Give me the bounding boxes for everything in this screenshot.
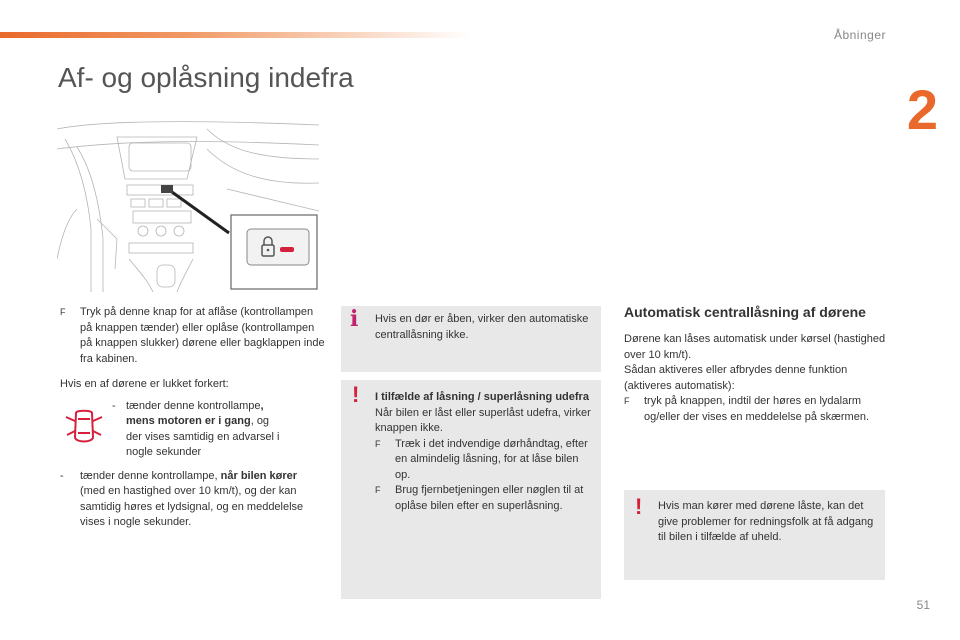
bullet-glyph: F bbox=[375, 485, 381, 495]
bullet-glyph: F bbox=[60, 307, 66, 317]
header-accent-bar bbox=[0, 32, 470, 38]
case-engine-running bbox=[60, 399, 325, 461]
case2-text-start: tænder denne kontrollampe, bbox=[80, 469, 221, 482]
door-not-closed-intro: Hvis en af dørene er lukket forkert: bbox=[60, 378, 229, 390]
warning-bullet-1: F Træk i det indvendige dørhåndtag, efter en almindelig låsning, for at låse bilen op. bbox=[375, 437, 591, 484]
bullet-glyph: F bbox=[624, 396, 630, 406]
case-car-driving bbox=[60, 469, 325, 531]
right-column bbox=[624, 304, 889, 425]
warning-bullet-2: F Brug fjernbetjeningen eller nøglen til at oplåse bilen efter en superlåsning. bbox=[375, 483, 591, 514]
warning-icon: ! bbox=[352, 382, 360, 407]
info-note-text: Hvis en dør er åben, virker den automatiske centrallåsning ikke. bbox=[375, 313, 589, 341]
door-open-warning-icon bbox=[60, 407, 108, 447]
dash-marker: - bbox=[60, 469, 64, 482]
case1-text-bold: , mens motoren er i gang bbox=[126, 399, 264, 427]
warning-title: I tilfælde af låsning / superlåsning udefra bbox=[375, 391, 589, 403]
warning-note-2-text: Hvis man kører med dørene låste, kan det give problemer for redningsfolk at få adgang til bilen i tilfælde af uheld. bbox=[658, 500, 874, 543]
warning-note-box bbox=[341, 380, 601, 599]
warning-icon: ! bbox=[635, 494, 643, 519]
auto-locking-heading: Automatisk centrallåsning af dørene bbox=[624, 304, 866, 320]
dash-marker: - bbox=[112, 399, 116, 412]
case2-text-bold: når bilen kører bbox=[220, 469, 298, 482]
case1-text-end: , og der vises samtidig en advarsel i nogle sekunder bbox=[126, 415, 280, 458]
dashboard-lock-button-illustration bbox=[57, 119, 319, 292]
case1-text-start: tænder denne kontrollampe bbox=[126, 399, 261, 412]
chapter-number: 2 bbox=[906, 78, 938, 141]
left-column bbox=[60, 305, 325, 531]
instruction-press-button bbox=[60, 305, 325, 367]
auto-locking-para-1: Dørene kan låses automatisk under kørsel (hastighed over 10 km/t). bbox=[624, 333, 886, 361]
instruction-text: Tryk på denne knap for at aflåse (kontrollampen på knappen tænder) eller oplåse (kontrollampen på knappen slukker) dørene eller bagklappen inde fra kabinen. bbox=[80, 306, 325, 365]
warning-note-box-2 bbox=[624, 490, 885, 580]
bullet-glyph: F bbox=[375, 438, 381, 449]
auto-locking-bullet: F tryk på knappen, indtil der høres en lydalarm og/eller der vises en meddelelse på skærmen. bbox=[624, 394, 889, 425]
warning-text: Når bilen er låst eller superlåst udefra, virker knappen ikke. bbox=[375, 406, 591, 434]
auto-locking-para-2: Sådan aktiveres eller afbrydes denne funktion (aktiveres automatisk): bbox=[624, 364, 848, 392]
info-icon: i bbox=[350, 306, 359, 332]
page-title: Af- og oplåsning indefra bbox=[58, 62, 354, 93]
case2-text-end: (med en hastighed over 10 km/t), og der kan samtidig høres et lydsignal, og en meddelelse vises i nogle sekunder. bbox=[80, 485, 304, 528]
section-title: Åbninger bbox=[833, 28, 886, 42]
info-note-box bbox=[341, 306, 601, 372]
page-number: 51 bbox=[916, 598, 930, 612]
